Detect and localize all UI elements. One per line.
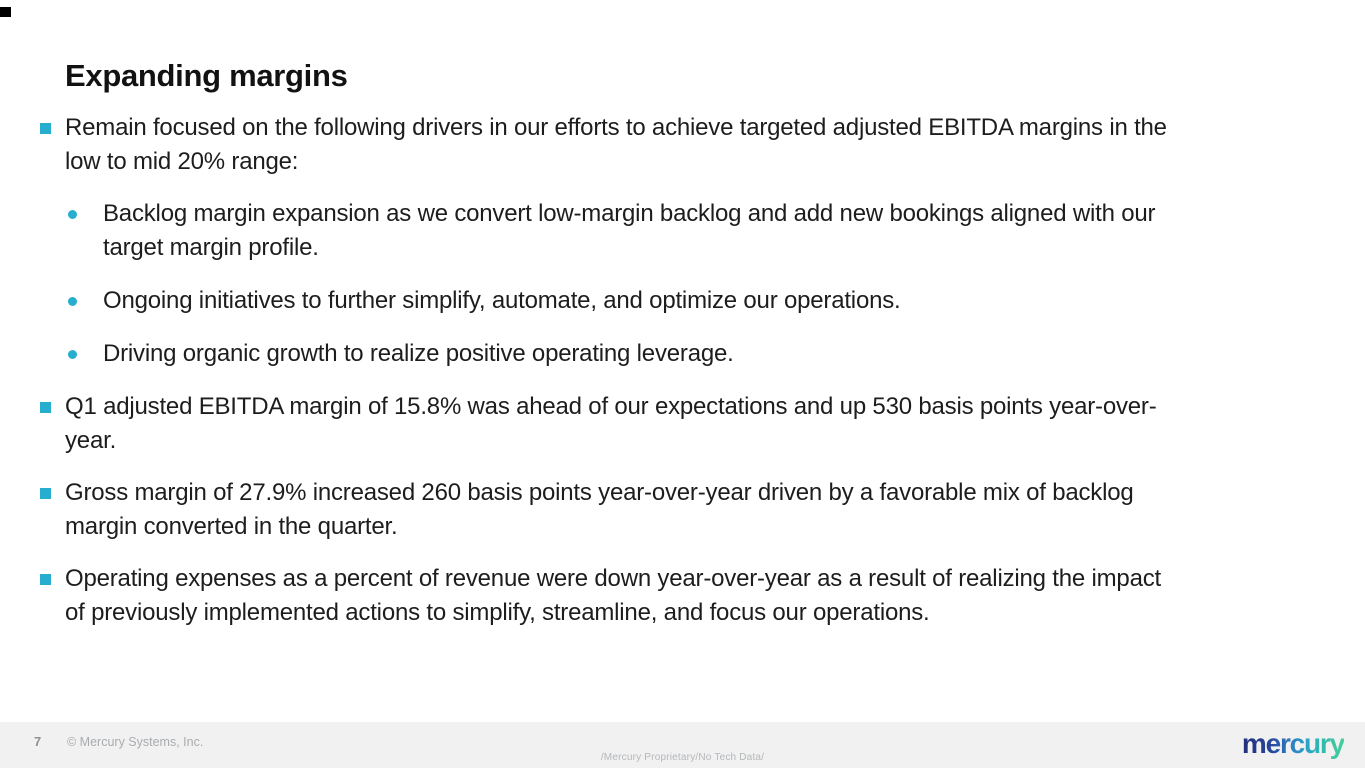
sub-bullet-item-2 bbox=[0, 284, 1365, 318]
mercury-logo: mercury bbox=[1241, 728, 1344, 759]
square-bullet-icon bbox=[40, 402, 51, 413]
slide-title: Expanding margins bbox=[65, 58, 348, 93]
bullet-item-2 bbox=[0, 390, 1365, 458]
classification-text: /Mercury Proprietary/No Tech Data/ bbox=[600, 752, 765, 763]
sub-bullet-text: Driving organic growth to realize positive operating leverage. bbox=[103, 340, 734, 367]
copyright-text: © Mercury Systems, Inc. bbox=[67, 735, 204, 749]
square-bullet-icon bbox=[40, 123, 51, 134]
sub-bullet-item-1 bbox=[0, 197, 1365, 265]
page-number: 7 bbox=[34, 734, 42, 749]
sub-bullet-item-3 bbox=[0, 337, 1365, 371]
sub-bullet-text: Ongoing initiatives to further simplify, automate, and optimize our operations. bbox=[103, 287, 901, 314]
square-bullet-icon bbox=[40, 488, 51, 499]
corner-artifact bbox=[0, 7, 11, 17]
round-bullet-icon bbox=[68, 210, 77, 219]
round-bullet-icon bbox=[68, 350, 77, 359]
sub-bullet-text: Backlog margin expansion as we convert low-margin backlog and add new bookings aligned with our target margin profile. bbox=[103, 200, 1156, 261]
square-bullet-icon bbox=[40, 574, 51, 585]
bullet-item-1 bbox=[0, 111, 1365, 179]
bullet-item-3 bbox=[0, 476, 1365, 544]
bullet-text: Operating expenses as a percent of revenue were down year-over-year as a result of realizing the impact of previously implemented actions to simplify, streamline, and focus our operations. bbox=[65, 565, 1161, 626]
bullet-item-4 bbox=[0, 562, 1365, 630]
round-bullet-icon bbox=[68, 297, 77, 306]
bullet-text: Q1 adjusted EBITDA margin of 15.8% was ahead of our expectations and up 530 basis points year-over-year. bbox=[65, 393, 1157, 454]
slide-footer bbox=[0, 722, 1365, 768]
bullet-text: Remain focused on the following drivers in our efforts to achieve targeted adjusted EBITDA margins in the low to mid 20% range: bbox=[65, 114, 1167, 175]
slide-body bbox=[0, 111, 1365, 630]
bullet-text: Gross margin of 27.9% increased 260 basis points year-over-year driven by a favorable mix of backlog margin converted in the quarter. bbox=[65, 479, 1134, 540]
